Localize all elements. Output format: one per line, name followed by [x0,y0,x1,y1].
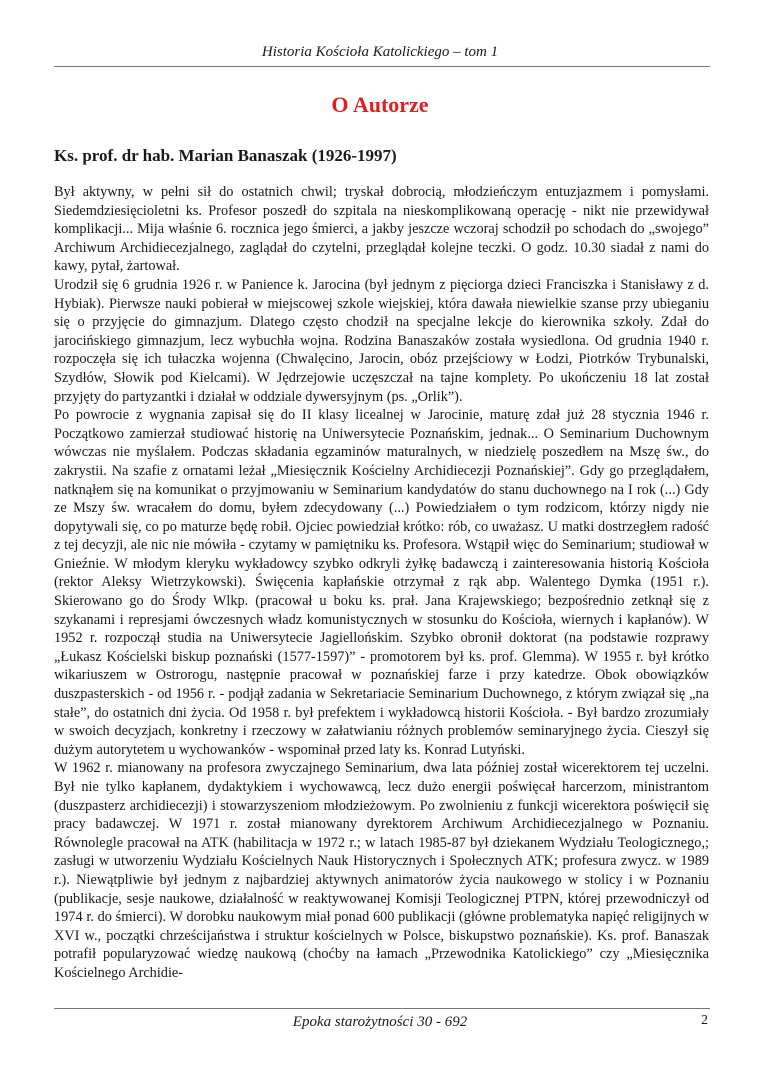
paragraph: Urodził się 6 grudnia 1926 r. w Panience k. Jarocina (był jednym z pięciorga dzieci Franciszka i Stanisławy z d. Hybiak). Pierwsze nauki pobierał w miejscowej szkole wiejskiej, która dawała niewielkie szanse przy ubieganiu się o przyjęcie do gimnazjum. Dlatego często chodził na specjalne lekcje do kierownika szkoły. Zdał do jarocińskiego gimnazjum, lecz wybuchła wojna. Rodzina Banaszaków została wysiedlona. Od grudnia 1940 r. rozpoczęła się ich tułaczka wojenna (Chwalęcino, Jarocin, obóz przejściowy w Łodzi, Piotrków Trybunalski, Szydłów, Słowik pod Kielcami). W Jędrzejowie uczęszczał na tajne komplety. Po ukończeniu 18 lat został przyjęty do partyzantki i działał w oddziale dywersyjnym (ps. „Orlik”). [54,276,709,405]
page-number: 2 [701,1013,708,1028]
body-text [54,183,709,983]
page-title: O Autorze [331,92,429,117]
paragraph: W 1962 r. mianowany na profesora zwyczajnego Seminarium, dwa lata później został wicerektorem tej uczelni. Był nie tylko kapłanem, dydaktykiem i wychowawcą, lecz dużo energii poświęcał harcerzom, ministrantom (duszpasterz archidiecezji) i stowarzyszeniom młodzieżowym. Po zwolnieniu z funkcji wicerektora poświęcił się pracy badawczej. W 1971 r. został mianowany dyrektorem Archiwum Archidiecezjalnego w Poznaniu. Równolegle pracował na ATK (habilitacja w 1972 r.; w latach 1985-87 był dziekanem Wydziału Teologicznego,; zasługi w utworzeniu Wydziału Kościelnych Nauk Historycznych i Społecznych ATK; profesura zwycz. w 1989 r.). Niewątpliwie był jednym z najbardziej aktywnych animatorów życia naukowego w stolicy i w Poznaniu (publikacje, sesje naukowe, działalność w reaktywowanej Komisji Teologicznej PTPN, której przewodniczył od 1974 r. do śmierci). W dorobku naukowym miał ponad 600 publikacji (główne problematyka napięć religijnych w XVI w., początki chrześcijaństwa i struktur kościelnych w Polsce, biskupstwo poznańskie). Ks. prof. Banaszak potrafił popularyzować wiedzę naukową (choćby na łamach „Przewodnika Katolickiego” czy „Miesięcznika Kościelnego Archidie- [54,760,709,981]
paragraph: Po powrocie z wygnania zapisał się do II klasy licealnej w Jarocinie, maturę zdał już 28 stycznia 1946 r. Początkowo zamierzał studiować historię na Uniwersytecie Poznańskim, jednak... O Seminarium Duchownym wówczas nie myślałem. Podczas składania egzaminów maturalnych, w niedzielę poszedłem na Mszę św., do zakrystii. Na szafie z ornatami leżał „Miesięcznik Kościelny Archidiecezji Poznańskiej”. Gdy go przeglądałem, natknąłem się na komunikat o przyjmowaniu w Seminarium kandydatów do stanu duchownego na I rok (...) Gdy ze Mszy św. wracałem do domu, byłem zdecydowany (...) Powiedziałem o tym rodzicom, którzy nigdy nie dopytywali się, co po maturze będę robił. Ojciec powiedział krótko: rób, co uważasz. U matki dostrzegłem radość z tej decyzji, ale nic nie mówiła - czytamy w pamiętniku ks. Profesora. Wstąpił więc do Seminarium; studiował w Gnieźnie. W młodym kleryku wykładowcy szybko odkryli żyłkę badawczą i zainteresowania historią Kościoła (rektor Aleksy Wietrzykowski). Święcenia kapłańskie otrzymał z rąk abp. Walentego Dymka (1951 r.). Skierowano go do Środy Wlkp. (pracował u boku ks. prał. Jana Krajewskiego; bezpośrednio zetknął się z szykanami i represjami ówczesnych władz komunistycznych w stosunku do Kościoła, wiernych i kapłanów). W 1952 r. rozpoczął studia na Uniwersytecie Jagiellońskim. Szybko obronił doktorat (na podstawie rozprawy „Łukasz Kościelski biskup poznański (1577-1597)” - promotorem był ks. prof. Glemma). W 1955 r. był krótko wikariuszem w Ostrorogu, następnie pracował w poznańskiej farze i przy katedrze. Obok obowiązków duszpasterskich - od 1956 r. - podjął zadania w Sekretariacie Seminarium Duchownego, z którym związał się „na stałe”, do ostatnich dni życia. Od 1958 r. był prefektem i wykładowcą historii Kościoła. - Był bardzo zrozumiały w swoich decyzjach, konkretny i rzeczowy w załatwianiu różnych problemów seminaryjnego życia. Cieszył się dużym autorytetem u wychowanków - wspominał przed laty ks. Konrad Lutyński. [54,407,709,758]
paragraph: Był aktywny, w pełni sił do ostatnich chwil; tryskał dobrocią, młodzieńczym entuzjazmem i pomysłami. Siedemdziesięcioletni ks. Profesor poszedł do szpitala na nieskomplikowaną operację - nikt nie przewidywał komplikacji... Mija właśnie 6. rocznica jego śmierci, a jakby jeszcze wczoraj schodził po schodach do „swojego” Archiwum Archidiecezjalnego, zaglądał do czytelni, przeglądał kolejne teczki. O godz. 10.30 siadał z nami do kawy, pytał, żartował. [54,184,709,275]
footer-divider [54,1008,710,1009]
header-divider [54,66,710,67]
running-header: Historia Kościoła Katolickiego – tom 1 [261,44,499,60]
running-footer: Epoka starożytności 30 - 692 [292,1014,468,1030]
section-heading: Ks. prof. dr hab. Marian Banaszak (1926-1997) [54,146,397,165]
